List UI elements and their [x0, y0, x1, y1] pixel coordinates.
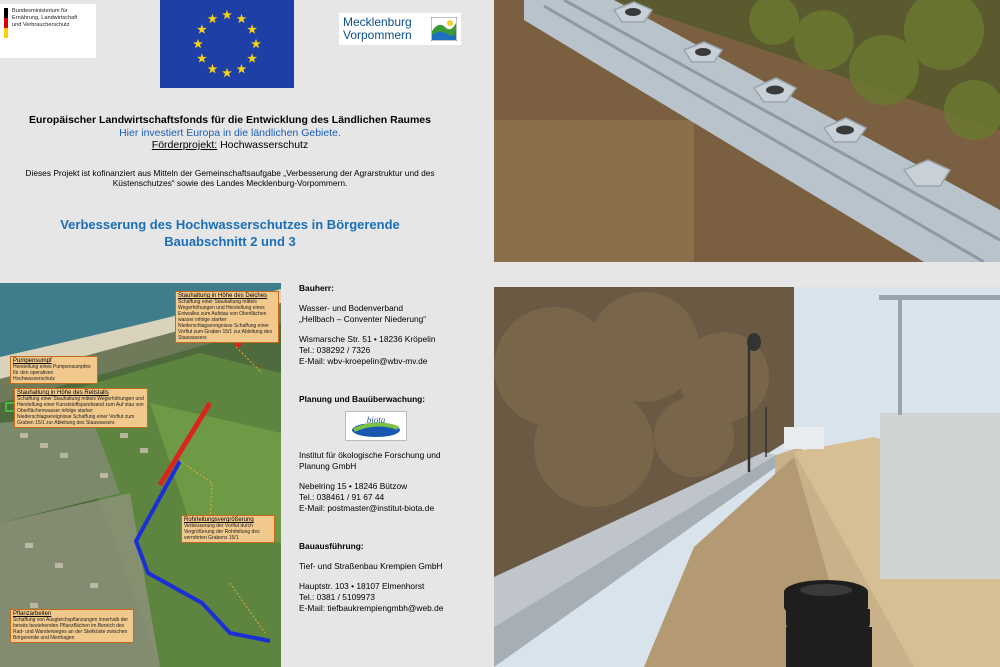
client-name-1: Wasser- und Bodenverband — [299, 303, 403, 313]
biota-logo — [345, 411, 407, 441]
page-headline — [0, 216, 460, 250]
construction-email: E-Mail: tiefbaukrempiengmbh@web.de — [299, 603, 444, 613]
eu-star-icon — [208, 14, 218, 23]
client-email: E-Mail: wbv-kroepelin@wbv-mv.de — [299, 356, 428, 366]
construction-name: Tief- und Straßenbau Krempien GmbH — [299, 561, 443, 571]
eu-star-icon — [208, 64, 218, 73]
photo-sheet-pile-wall — [494, 0, 1000, 262]
mecklenburg-vorpommern-logo — [339, 13, 461, 45]
photo-footpath-wall — [494, 287, 1000, 667]
planning-name-1: Institut für ökologische Forschung und — [299, 450, 441, 460]
planning-heading: Planung und Bauüberwachung: — [299, 394, 426, 404]
bmelv-logo — [0, 4, 96, 58]
eu-star-icon — [197, 53, 207, 62]
callout-pipe: Rohrleitungsvergrößerung Verbesserung der Vorflut durch Vergrößerung der Rohrleitung des verrohrten Grabens 15/1 — [181, 515, 275, 543]
eu-flag-logo — [160, 0, 294, 88]
client-address: Wismarsche Str. 51 • 18236 Kröpelin — [299, 334, 436, 344]
concrete-wall — [880, 413, 1000, 579]
callout-planting: Pflanzarbeiten Schaffung von Ausgleichspflanzungen innerhalb der bereits bestehenden Pflanzflächen im Bereich des Rad- und Wanderweges an der Steilküste zwischen Börgerende und Nienhagen — [10, 609, 134, 643]
construction-heading: Bauausführung: — [299, 541, 364, 551]
bmelv-logo-text: Bundesministerium für Ernährung, Landwirtschaft und Verbraucherschutz — [12, 8, 78, 28]
aerial-site-map — [0, 283, 281, 667]
eu-star-icon — [247, 24, 257, 33]
construction-address: Hauptstr. 103 • 18107 Elmenhorst — [299, 581, 425, 591]
planning-address: Nebelring 15 • 18246 Bützow — [299, 481, 408, 491]
mv-logo-line-1: Mecklenburg — [343, 15, 412, 29]
biota-logo-text: biota — [366, 415, 386, 425]
eu-star-icon — [197, 24, 207, 33]
german-flag-bar — [4, 8, 8, 38]
eu-star-icon — [193, 39, 203, 48]
project-label: Förderprojekt: — [151, 139, 218, 151]
eu-star-icon — [237, 14, 247, 23]
construction-phone: Tel.: 0381 / 5109973 — [299, 592, 375, 602]
eu-star-icon — [247, 53, 257, 62]
callout-stable: Stauhaltung in Höhe des Reitstalls Schaffung einer Stauhaltung mittels Wegerhöhungen und Herstellung einer Kunststoffspundwand zum Auf stau von Oberflächenwasser infolge starker Niederschlagsereignisse Schaffung einer Vorflut zum Graben 15/1 zur Ableitung des Stauwassers — [14, 388, 148, 428]
planning-phone: Tel.: 038461 / 91 67 44 — [299, 492, 385, 502]
eu-star-icon — [237, 64, 247, 73]
mv-logo-line-2: Vorpommern — [343, 28, 412, 42]
headline-line-2: Bauabschnitt 2 und 3 — [164, 234, 296, 249]
fund-title: Europäischer Landwirtschaftsfonds für die Entwicklung des Ländlichen Raumes — [29, 114, 431, 126]
planning-email: E-Mail: postmaster@institut-biota.de — [299, 503, 435, 513]
callout-dike: Stauhaltung in Höhe des Deiches Schaffung einer Stauhaltung mittels Wegerhöhungen und Herstellung eines Entwalles zum Aufstau von Oberflächen wasser infolge starker Niederschlagsereignisse Schaffung einer Vorflut zum Graben 15/1 zur Ableitung des Stauwassers — [175, 291, 279, 343]
callout-pump: Pumpensumpf Herstellung eines Pumpensumpfes für den operativen Hochwasserschutz — [10, 356, 98, 384]
eu-star-icon — [222, 68, 232, 77]
client-phone: Tel.: 038292 / 7326 — [299, 345, 371, 355]
client-name-2: „Hellbach – Conventer Niederung“ — [299, 314, 427, 324]
eu-star-icon — [251, 39, 261, 48]
project-line — [0, 139, 460, 151]
mv-landscape-icon — [431, 17, 457, 41]
contacts-column — [299, 283, 489, 614]
planning-name-2: Planung GmbH — [299, 461, 357, 471]
cofinance-text: Dieses Projekt ist kofinanziert aus Mitteln der Gemeinschaftsaufgabe „Verbesserung der Agrarstruktur und des Küstenschutzes“ sowie des Landes Mecklenburg-Vorpommern. — [25, 168, 435, 188]
headline-line-1: Verbesserung des Hochwasserschutzes in Börgerende — [60, 217, 400, 232]
client-heading: Bauherr: — [299, 283, 334, 293]
slogan: Hier investiert Europa in die ländlichen Gebiete. — [119, 127, 341, 139]
project-name: Hochwasserschutz — [220, 139, 309, 151]
eu-star-icon — [222, 10, 232, 19]
